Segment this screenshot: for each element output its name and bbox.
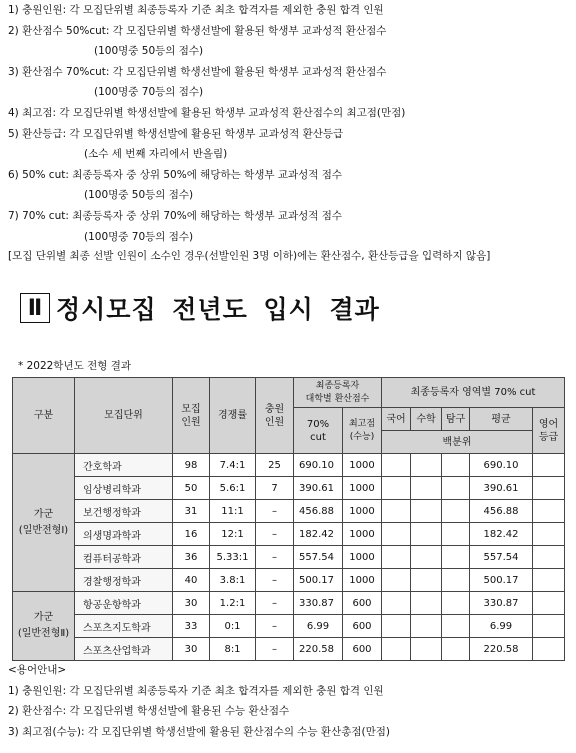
note-2-detail: (100명중 50등의 점수) [94,45,204,58]
note-3-detail: (100명중 70등의 점수) [94,86,204,99]
korean-cell [382,615,411,638]
recruit-count: 36 [173,546,210,569]
math-cell [411,569,442,592]
english-cell [533,615,565,638]
recruit-count: 30 [173,638,210,661]
competition-rate: 11:1 [210,500,256,523]
korean-cell [382,477,411,500]
table-row [13,615,565,638]
note-5: 5) 환산등급: 각 모집단위별 학생선발에 활용된 학생부 교과성적 환산등급 [8,127,344,140]
fill-count: – [256,546,294,569]
max-score: 1000 [343,546,382,569]
cut70-score: 330.87 [294,592,343,615]
table-row [13,592,565,615]
cut70-score: 182.42 [294,523,343,546]
competition-rate: 3.8:1 [210,569,256,592]
note-3: 3) 환산점수 70%cut: 각 모집단위별 학생선발에 활용된 학생부 교과성적 환산점수 [8,65,387,78]
inquiry-cell [442,477,470,500]
guide-item: 3) 최고점(수능): 각 모집단위별 학생선발에 활용된 환산점수의 수능 환산총점(만점) [8,725,390,738]
fill-count: 7 [256,477,294,500]
average-score: 182.42 [470,523,533,546]
table-row [13,454,565,477]
competition-rate: 0:1 [210,615,256,638]
english-cell [533,638,565,661]
fill-count: – [256,569,294,592]
note-6-detail: (100명중 50등의 점수) [84,189,194,202]
header-inquiry: 탐구 [442,408,470,431]
fill-count: 25 [256,454,294,477]
english-cell [533,569,565,592]
recruit-count: 30 [173,592,210,615]
inquiry-cell [442,638,470,661]
korean-cell [382,500,411,523]
header-cut70: 70% cut [294,408,343,454]
group-label: 가군 (일반전형Ⅱ) [13,592,75,661]
recruit-count: 98 [173,454,210,477]
unit-name: 항공운항학과 [75,592,173,615]
header-final: 최종등록자 대학별 환산점수 [294,378,382,408]
recruit-count: 33 [173,615,210,638]
english-cell [533,454,565,477]
average-score: 557.54 [470,546,533,569]
guide-item: 1) 충원인원: 각 모집단위별 최종등록자 기준 최초 합격자를 제외한 충원 합격 인원 [8,684,384,697]
section-title: 정시모집 전년도 입시 결과 [56,295,380,324]
competition-rate: 12:1 [210,523,256,546]
group-label: 가군 (일반전형Ⅰ) [13,454,75,592]
fill-count: – [256,615,294,638]
max-score: 600 [343,615,382,638]
recruit-count: 31 [173,500,210,523]
korean-cell [382,523,411,546]
korean-cell [382,638,411,661]
header-english: 영어 등급 [533,408,565,454]
note-4: 4) 최고점: 각 모집단위별 학생선발에 활용된 학생부 교과성적 환산점수의 최고점(만점) [8,106,406,119]
korean-cell [382,454,411,477]
note-5-detail: (소수 세 번째 자리에서 반올림) [84,148,228,161]
english-cell [533,500,565,523]
unit-name: 컴퓨터공학과 [75,546,173,569]
english-cell [533,477,565,500]
cut70-score: 690.10 [294,454,343,477]
header-gubun: 구분 [13,378,75,454]
unit-name: 스포츠지도학과 [75,615,173,638]
recruit-count: 50 [173,477,210,500]
cut70-score: 500.17 [294,569,343,592]
header-recruit: 모집 인원 [173,378,210,454]
max-score: 1000 [343,454,382,477]
inquiry-cell [442,454,470,477]
cut70-score: 557.54 [294,546,343,569]
guide-title: <용어안내> [8,664,67,676]
korean-cell [382,569,411,592]
max-score: 1000 [343,569,382,592]
competition-rate: 7.4:1 [210,454,256,477]
header-area: 최종등록자 영역별 70% cut [382,378,565,408]
section-number: Ⅱ [20,293,50,323]
section-heading [20,290,380,326]
math-cell [411,592,442,615]
average-score: 390.61 [470,477,533,500]
average-score: 6.99 [470,615,533,638]
average-score: 690.10 [470,454,533,477]
average-score: 500.17 [470,569,533,592]
inquiry-cell [442,615,470,638]
cut70-score: 220.58 [294,638,343,661]
competition-rate: 1.2:1 [210,592,256,615]
table-row [13,523,565,546]
header-percentile: 백분위 [382,431,533,454]
unit-name: 스포츠산업학과 [75,638,173,661]
unit-name: 임상병리학과 [75,477,173,500]
math-cell [411,523,442,546]
note-1: 1) 충원인원: 각 모집단위별 최종등록자 기준 최초 합격자를 제외한 충원 합격 인원 [8,4,384,16]
recruit-count: 40 [173,569,210,592]
math-cell [411,454,442,477]
fill-count: – [256,638,294,661]
math-cell [411,638,442,661]
table-row [13,500,565,523]
inquiry-cell [442,523,470,546]
guide-item: 2) 환산점수: 각 모집단위별 학생선발에 활용된 수능 환산점수 [8,705,290,717]
cut70-score: 390.61 [294,477,343,500]
max-score: 1000 [343,500,382,523]
note-7-detail: (100명중 70등의 점수) [84,230,194,243]
unit-name: 의생명과학과 [75,523,173,546]
fill-count: – [256,523,294,546]
math-cell [411,500,442,523]
korean-cell [382,592,411,615]
bracket-note: [모집 단위별 최종 선발 인원이 소수인 경우(선발인원 3명 이하)에는 환산점수, 환산등급을 입력하지 않음] [8,250,491,262]
header-unit: 모집단위 [75,378,173,454]
inquiry-cell [442,592,470,615]
english-cell [533,523,565,546]
cut70-score: 6.99 [294,615,343,638]
header-fill: 충원 인원 [256,378,294,454]
table-row [13,638,565,661]
math-cell [411,477,442,500]
note-6: 6) 50% cut: 최종등록자 중 상위 50%에 해당하는 학생부 교과성적 점수 [8,168,343,181]
competition-rate: 5.6:1 [210,477,256,500]
term-notes [8,0,568,247]
average-score: 456.88 [470,500,533,523]
cut70-score: 456.88 [294,500,343,523]
table-row [13,546,565,569]
header-max: 최고점 (수능) [343,408,382,454]
max-score: 1000 [343,523,382,546]
max-score: 600 [343,638,382,661]
unit-name: 보건행정학과 [75,500,173,523]
note-7: 7) 70% cut: 최종등록자 중 상위 70%에 해당하는 학생부 교과성적 점수 [8,209,343,222]
unit-name: 경찰행정학과 [75,569,173,592]
recruit-count: 16 [173,523,210,546]
terminology-guide [8,660,568,742]
header-average: 평균 [470,408,533,431]
inquiry-cell [442,546,470,569]
header-math: 수학 [411,408,442,431]
math-cell [411,546,442,569]
average-score: 220.58 [470,638,533,661]
fill-count: – [256,500,294,523]
unit-name: 간호학과 [75,454,173,477]
header-competition: 경쟁률 [210,378,256,454]
fill-count: – [256,592,294,615]
inquiry-cell [442,569,470,592]
header-korean: 국어 [382,408,411,431]
table-caption: * 2022학년도 전형 결과 [18,360,131,372]
korean-cell [382,546,411,569]
max-score: 600 [343,592,382,615]
math-cell [411,615,442,638]
note-2: 2) 환산점수 50%cut: 각 모집단위별 학생선발에 활용된 학생부 교과성적 환산점수 [8,24,387,37]
max-score: 1000 [343,477,382,500]
english-cell [533,546,565,569]
competition-rate: 8:1 [210,638,256,661]
table-row [13,477,565,500]
english-cell [533,592,565,615]
competition-rate: 5.33:1 [210,546,256,569]
table-row [13,569,565,592]
average-score: 330.87 [470,592,533,615]
inquiry-cell [442,500,470,523]
admission-results-table [12,377,565,661]
